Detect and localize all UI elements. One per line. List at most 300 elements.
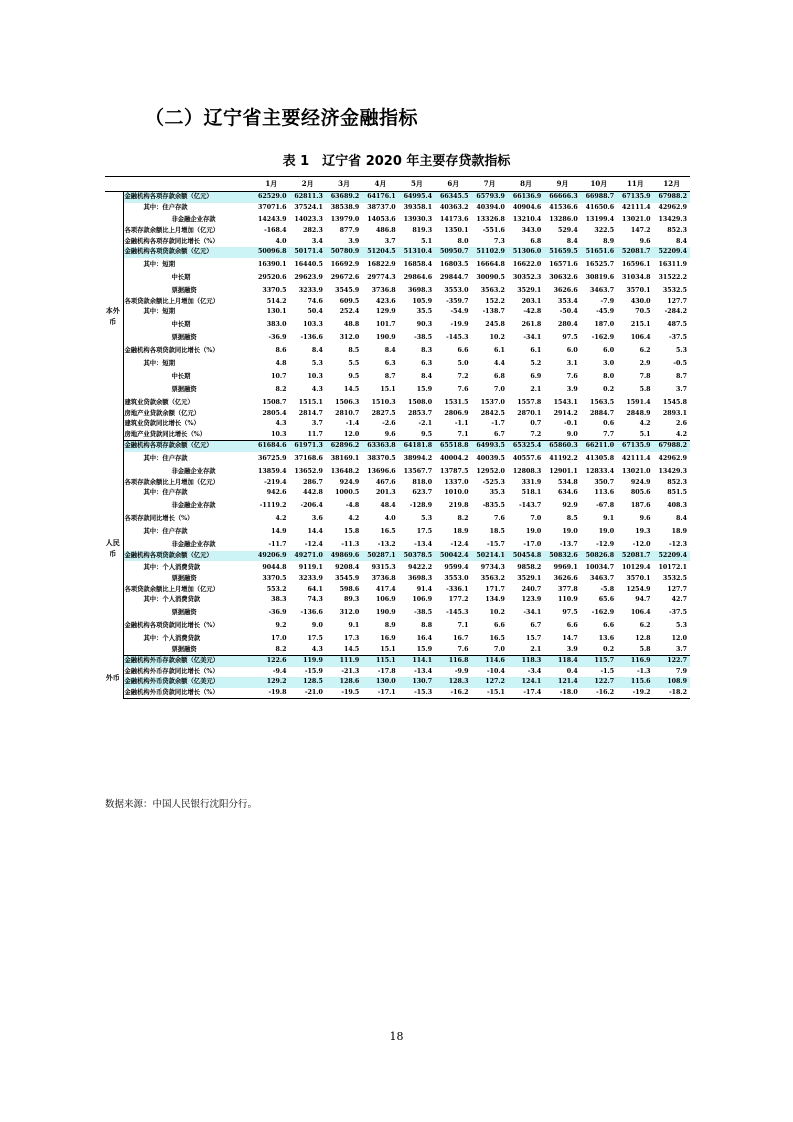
table-cell: 91.4 xyxy=(416,585,433,593)
table-cell: 62896.2 xyxy=(326,441,362,452)
table-cell: -128.9 xyxy=(409,501,433,509)
table-cell: 35.3 xyxy=(489,489,505,496)
month-header: 2月 xyxy=(289,177,325,192)
table-cell: 16311.9 xyxy=(658,260,687,268)
table-row xyxy=(105,271,690,284)
table-cell: 408.3 xyxy=(667,501,687,509)
table-cell: -12.4 xyxy=(450,540,469,548)
table-cell: -284.2 xyxy=(664,308,687,315)
table-cell: 13429.3 xyxy=(658,216,687,223)
table-cell: 8.0 xyxy=(457,237,469,245)
table-cell: -13.2 xyxy=(377,540,396,548)
deposit-loan-table xyxy=(105,176,690,699)
table-cell: 1543.1 xyxy=(553,398,578,406)
table-cell: 6.2 xyxy=(639,346,651,354)
table-cell: 65793.9 xyxy=(472,192,508,203)
table-cell: 115.7 xyxy=(581,656,617,667)
table-cell: -19.2 xyxy=(617,688,653,699)
month-header: 5月 xyxy=(399,177,435,192)
table-cell: 6.0 xyxy=(566,346,578,354)
table-row xyxy=(105,488,690,499)
table-cell: 51306.0 xyxy=(508,247,544,258)
table-cell: 29774.3 xyxy=(367,273,396,281)
table-cell: 16.7 xyxy=(453,634,469,642)
table-cell: -16.2 xyxy=(435,688,471,699)
table-row xyxy=(105,452,690,465)
table-cell: 245.8 xyxy=(485,320,505,328)
table-cell: 37524.1 xyxy=(294,203,323,211)
table-cell: 4.2 xyxy=(654,430,690,441)
table-cell: 3626.6 xyxy=(553,575,578,582)
table-cell: -37.5 xyxy=(669,608,687,616)
table-cell: -15.9 xyxy=(304,667,323,675)
table-cell: 6.6 xyxy=(566,621,578,629)
table-cell: 7.6 xyxy=(435,645,471,656)
table-cell: 7.0 xyxy=(472,645,508,656)
data-source-note: 数据来源：中国人民银行沈阳分行。 xyxy=(105,799,258,810)
table-cell: 50832.6 xyxy=(544,551,580,562)
header-blank-currency xyxy=(105,177,123,192)
table-cell: 130.7 xyxy=(399,677,435,688)
table-cell: 114.1 xyxy=(399,656,435,667)
table-cell: -3.4 xyxy=(527,667,542,675)
table-cell: 19.0 xyxy=(525,527,542,535)
table-cell: 322.5 xyxy=(594,227,615,234)
table-cell: 4.4 xyxy=(493,359,505,367)
table-cell: 16692.9 xyxy=(330,260,360,268)
table-cell: 12952.0 xyxy=(476,467,505,475)
table-cell: 116.8 xyxy=(435,656,471,667)
table-cell: 65860.3 xyxy=(544,441,580,452)
table-cell: 38169.1 xyxy=(330,454,360,462)
table-cell: -38.5 xyxy=(414,608,433,616)
table-row xyxy=(105,551,690,562)
row-label: 其中：个人消费贷款 xyxy=(143,564,201,571)
table-cell: 29623.9 xyxy=(294,273,323,281)
table-row xyxy=(105,430,690,441)
table-cell: 1510.3 xyxy=(371,398,396,406)
table-cell: 1545.8 xyxy=(662,398,687,406)
row-label: 其中：住户存款 xyxy=(143,454,188,462)
table-cell: -206.4 xyxy=(300,501,323,509)
table-cell: -162.9 xyxy=(591,608,615,616)
table-row xyxy=(105,396,690,409)
table-cell: 852.3 xyxy=(667,227,687,234)
table-cell: 38994.2 xyxy=(403,454,433,462)
month-header: 3月 xyxy=(326,177,362,192)
table-cell: 2814.7 xyxy=(298,409,323,417)
table-cell: 64176.1 xyxy=(362,192,398,203)
table-cell: 623.7 xyxy=(412,489,433,496)
table-cell: 65518.8 xyxy=(435,441,471,452)
table-cell: -21.0 xyxy=(289,688,325,699)
table-cell: 240.7 xyxy=(521,585,542,593)
table-cell: 29844.7 xyxy=(440,273,469,281)
table-cell: 9.2 xyxy=(275,621,287,629)
table-cell: 40557.6 xyxy=(512,454,542,462)
table-cell: 8.8 xyxy=(421,621,433,629)
table-cell: 8.0 xyxy=(603,372,615,380)
table-cell: 818.0 xyxy=(412,478,433,486)
table-row xyxy=(105,284,690,297)
table-cell: -219.4 xyxy=(264,478,287,486)
table-cell: 62811.3 xyxy=(289,192,325,203)
table-cell: 7.6 xyxy=(566,372,578,380)
table-cell: 42.7 xyxy=(671,596,687,603)
table-cell: 106.9 xyxy=(412,596,433,603)
table-cell: 37071.6 xyxy=(257,203,287,211)
table-cell: 38370.5 xyxy=(367,454,396,462)
table-cell: 48.4 xyxy=(380,501,396,509)
table-cell: 13696.6 xyxy=(367,467,396,475)
table-cell: 2806.9 xyxy=(444,409,469,417)
table-cell: 4.3 xyxy=(275,420,287,427)
table-row xyxy=(105,331,690,344)
table-cell: -36.9 xyxy=(268,608,287,616)
table-cell: 16.4 xyxy=(416,634,433,642)
row-label: 非金融企业存款 xyxy=(171,216,216,223)
table-cell: 4.8 xyxy=(275,359,287,367)
table-cell: 152.2 xyxy=(485,297,505,305)
table-cell: 3532.5 xyxy=(662,575,687,582)
table-cell: 49869.6 xyxy=(326,551,362,562)
table-cell: -45.9 xyxy=(596,308,615,315)
table-cell: 14.5 xyxy=(326,645,362,656)
table-cell: 12.8 xyxy=(635,634,651,642)
table-cell: 851.5 xyxy=(667,489,687,496)
table-cell: 50042.4 xyxy=(435,551,471,562)
table-cell: 17.5 xyxy=(307,634,323,642)
table-row xyxy=(105,688,690,699)
table-cell: 3463.7 xyxy=(590,286,615,294)
section-title: （二）辽宁省主要经济金融指标 xyxy=(145,107,419,129)
table-cell: 13286.0 xyxy=(549,216,578,223)
table-cell: 312.0 xyxy=(339,333,360,341)
table-cell: 92.9 xyxy=(562,501,578,509)
row-label: 非金融企业存款 xyxy=(171,467,216,475)
table-cell: 430.0 xyxy=(630,297,651,305)
table-cell: -2.1 xyxy=(418,420,433,427)
table-cell: 5.3 xyxy=(421,514,433,522)
table-cell: 10034.7 xyxy=(585,564,615,571)
table-cell: 14053.6 xyxy=(367,216,396,223)
table-cell: 10172.1 xyxy=(658,564,687,571)
table-cell: 1563.5 xyxy=(590,398,615,406)
table-cell: 130.0 xyxy=(362,677,398,688)
month-header: 6月 xyxy=(435,177,471,192)
table-cell: 127.7 xyxy=(667,297,687,305)
table-cell: 63363.8 xyxy=(362,441,398,452)
month-header: 8月 xyxy=(508,177,544,192)
table-cell: -19.5 xyxy=(326,688,362,699)
table-cell: 49271.0 xyxy=(289,551,325,562)
table-cell: -54.9 xyxy=(450,308,469,315)
table-cell: 16525.7 xyxy=(585,260,615,268)
currency-label: 人民币 xyxy=(105,441,123,656)
table-cell: 383.0 xyxy=(266,320,287,328)
table-cell: 5.1 xyxy=(617,430,653,441)
table-cell: 6.9 xyxy=(530,372,542,380)
table-cell: 10.3 xyxy=(307,372,323,380)
row-label: 建筑业贷款余额（亿元） xyxy=(124,398,194,406)
table-cell: 18.9 xyxy=(453,527,469,535)
table-cell: 3233.9 xyxy=(298,286,323,294)
table-cell: 50826.8 xyxy=(581,551,617,562)
row-label: 金融机构各项贷款同比增长（%） xyxy=(124,346,219,354)
table-cell: 74.6 xyxy=(307,297,323,305)
table-cell: 19.3 xyxy=(635,527,651,535)
table-cell: -11.3 xyxy=(341,540,360,548)
table-cell: 30819.6 xyxy=(585,273,615,281)
table-cell: 13930.3 xyxy=(403,216,433,223)
table-cell: 13979.0 xyxy=(330,216,360,223)
row-label: 其中：个人消费贷款 xyxy=(143,634,201,642)
table-cell: -42.8 xyxy=(523,308,542,315)
table-cell: 50096.8 xyxy=(253,247,289,258)
table-cell: -2.6 xyxy=(382,420,396,427)
table-cell: 8.5 xyxy=(566,514,578,522)
table-cell: 1350.1 xyxy=(444,227,469,234)
table-cell: 0.2 xyxy=(581,645,617,656)
table-cell: -12.4 xyxy=(304,540,323,548)
table-cell: 2884.7 xyxy=(590,409,615,417)
table-cell: 3563.2 xyxy=(480,575,505,582)
table-cell: -9.4 xyxy=(272,667,287,675)
table-cell: 4.3 xyxy=(289,645,325,656)
table-cell: 190.9 xyxy=(375,333,396,341)
table-cell: 128.6 xyxy=(326,677,362,688)
table-cell: 122.6 xyxy=(253,656,289,667)
row-label: 非金融企业存款 xyxy=(171,501,216,509)
table-cell: 609.5 xyxy=(339,297,360,305)
table-cell: 7.1 xyxy=(435,430,471,441)
table-cell: 13648.2 xyxy=(330,467,360,475)
table-cell: 118.3 xyxy=(508,656,544,667)
table-row xyxy=(105,525,690,538)
month-header: 11月 xyxy=(617,177,653,192)
table-cell: -835.5 xyxy=(482,501,505,509)
table-cell: -1.3 xyxy=(636,667,651,675)
table-row xyxy=(105,499,690,512)
table-cell: 38.3 xyxy=(271,596,287,603)
table-cell: 10129.4 xyxy=(622,564,651,571)
table-cell: 9.1 xyxy=(603,514,615,522)
month-header: 7月 xyxy=(472,177,508,192)
table-cell: 1557.8 xyxy=(517,398,542,406)
table-cell: -336.1 xyxy=(446,585,469,593)
table-cell: 30352.3 xyxy=(512,273,542,281)
table-cell: 114.6 xyxy=(472,656,508,667)
table-cell: 942.6 xyxy=(266,489,287,496)
table-cell: 52209.4 xyxy=(654,551,690,562)
table-row xyxy=(105,247,690,258)
table-cell: 123.9 xyxy=(521,596,542,603)
table-cell: -5.8 xyxy=(600,585,615,593)
table-cell: 2.6 xyxy=(676,420,687,427)
table-row xyxy=(105,667,690,678)
table-cell: 3736.8 xyxy=(371,575,396,582)
table-cell: 119.9 xyxy=(289,656,325,667)
table-cell: 6.1 xyxy=(530,346,542,354)
table-cell: 286.7 xyxy=(303,478,323,486)
table-cell: 0.4 xyxy=(566,667,578,675)
table-cell: 37168.6 xyxy=(294,454,323,462)
table-cell: 7.6 xyxy=(493,514,505,522)
table-cell: 7.6 xyxy=(457,385,469,393)
row-label: 票据融资 xyxy=(171,385,197,393)
table-cell: 89.3 xyxy=(343,596,360,603)
table-cell: 8.4 xyxy=(311,346,323,354)
table-row xyxy=(105,419,690,430)
table-cell: 514.2 xyxy=(266,297,287,305)
table-cell: -12.9 xyxy=(596,540,615,548)
table-cell: 15.7 xyxy=(525,634,542,642)
table-cell: 6.6 xyxy=(457,346,469,354)
table-cell: 3.9 xyxy=(348,237,360,245)
table-cell: 129.9 xyxy=(375,308,396,315)
table-cell: 50214.1 xyxy=(472,551,508,562)
table-cell: 2827.5 xyxy=(371,409,396,417)
table-cell: 41305.8 xyxy=(585,454,615,462)
row-label: 其中：住户存款 xyxy=(143,489,188,496)
table-cell: 61971.3 xyxy=(289,441,325,452)
row-label: 金融机构外币存款余额（亿美元） xyxy=(123,656,253,667)
table-cell: 35.5 xyxy=(416,308,433,315)
table-cell: 8.3 xyxy=(421,346,433,354)
table-cell: -19.9 xyxy=(450,320,469,328)
table-row xyxy=(105,226,690,237)
table-cell: 417.4 xyxy=(375,585,396,593)
table-cell: 30632.6 xyxy=(549,273,578,281)
table-cell: 70.5 xyxy=(635,308,651,315)
table-cell: 6.2 xyxy=(639,621,651,629)
table-cell: 3570.1 xyxy=(626,286,651,294)
table-cell: 9.1 xyxy=(348,621,360,629)
table-cell: 50950.7 xyxy=(435,247,471,258)
table-cell: 42962.9 xyxy=(658,203,687,211)
table-cell: -12.0 xyxy=(632,540,651,548)
table-cell: -21.3 xyxy=(341,667,360,675)
table-cell: 122.7 xyxy=(654,656,690,667)
row-label: 中长期 xyxy=(171,320,191,328)
table-cell: 134.9 xyxy=(485,596,505,603)
table-cell: 16440.5 xyxy=(294,260,323,268)
table-cell: 9044.8 xyxy=(262,564,287,571)
table-cell: -525.3 xyxy=(482,478,505,486)
table-cell: 3698.3 xyxy=(407,286,433,294)
table-cell: 9.6 xyxy=(639,514,651,522)
table-cell: 16858.4 xyxy=(403,260,433,268)
table-cell: 3532.5 xyxy=(662,286,687,294)
table-cell: 3463.7 xyxy=(590,575,615,582)
table-cell: 67988.2 xyxy=(654,192,690,203)
month-header: 9月 xyxy=(544,177,580,192)
table-cell: 852.3 xyxy=(667,478,687,486)
table-cell: 118.4 xyxy=(544,656,580,667)
table-cell: 97.5 xyxy=(562,333,578,341)
table-cell: 5.5 xyxy=(348,359,360,367)
table-cell: 10.2 xyxy=(489,333,505,341)
row-label: 其中：短期 xyxy=(143,260,175,268)
table-cell: -1.4 xyxy=(345,420,360,427)
table-cell: 3.0 xyxy=(603,359,615,367)
table-cell: -19.8 xyxy=(253,688,289,699)
table-cell: 203.1 xyxy=(521,297,542,305)
table-cell: 377.8 xyxy=(558,585,578,593)
table-cell: 0.6 xyxy=(603,420,615,427)
table-cell: 50378.5 xyxy=(399,551,435,562)
table-row xyxy=(105,370,690,383)
table-cell: 2.1 xyxy=(508,645,544,656)
table-row xyxy=(105,357,690,370)
table-row xyxy=(105,619,690,632)
table-cell: 15.1 xyxy=(362,645,398,656)
row-label: 金融机构各项存款余额（亿元） xyxy=(123,441,253,452)
month-header: 10月 xyxy=(581,177,617,192)
table-cell: 130.1 xyxy=(266,308,287,315)
table-cell: 41536.6 xyxy=(549,203,578,211)
table-cell: -15.3 xyxy=(399,688,435,699)
table-cell: 171.7 xyxy=(485,585,505,593)
table-cell: 74.3 xyxy=(307,596,323,603)
row-label: 非金融企业存款 xyxy=(171,540,216,548)
table-cell: 122.7 xyxy=(581,677,617,688)
table-cell: 1506.3 xyxy=(335,398,360,406)
table-cell: 67135.9 xyxy=(617,192,653,203)
table-cell: 12833.4 xyxy=(585,467,615,475)
table-cell: -10.4 xyxy=(486,667,505,675)
table-cell: -50.4 xyxy=(559,308,578,315)
table-cell: 1591.4 xyxy=(626,398,651,406)
table-cell: 2810.7 xyxy=(335,409,360,417)
row-label: 票据融资 xyxy=(171,333,197,341)
table-cell: -13.7 xyxy=(559,540,578,548)
table-cell: 110.9 xyxy=(558,596,578,603)
table-cell: 41192.2 xyxy=(549,454,578,462)
table-row xyxy=(105,478,690,489)
table-cell: 12808.3 xyxy=(512,467,542,475)
table-cell: 4.0 xyxy=(384,514,396,522)
table-cell: -136.6 xyxy=(300,608,323,616)
table-cell: 3529.1 xyxy=(517,286,542,294)
table-cell: 9734.3 xyxy=(480,564,505,571)
table-cell: 5.0 xyxy=(457,359,469,367)
table-cell: 16822.9 xyxy=(367,260,396,268)
table-cell: 8.2 xyxy=(457,514,469,522)
month-header: 12月 xyxy=(654,177,690,192)
table-row xyxy=(105,203,690,214)
table-row xyxy=(105,441,690,452)
table-cell: 14.9 xyxy=(271,527,287,535)
table-cell: 40904.6 xyxy=(512,203,542,211)
table-cell: 13199.4 xyxy=(585,216,615,223)
table-row xyxy=(105,318,690,331)
table-cell: 3529.1 xyxy=(517,575,542,582)
table-cell: 16622.0 xyxy=(512,260,542,268)
table-cell: 0.2 xyxy=(603,385,615,393)
table-header-row xyxy=(105,177,690,192)
header-blank-label xyxy=(123,177,253,192)
table-cell: 252.4 xyxy=(339,308,360,315)
table-cell: 6.0 xyxy=(603,346,615,354)
table-cell: -37.5 xyxy=(669,333,687,341)
table-cell: 66136.9 xyxy=(508,192,544,203)
table-cell: 6.7 xyxy=(530,621,542,629)
table-cell: 29672.6 xyxy=(330,273,360,281)
table-cell: 1337.0 xyxy=(444,478,469,486)
table-cell: 50287.1 xyxy=(362,551,398,562)
table-cell: 97.5 xyxy=(562,608,578,616)
